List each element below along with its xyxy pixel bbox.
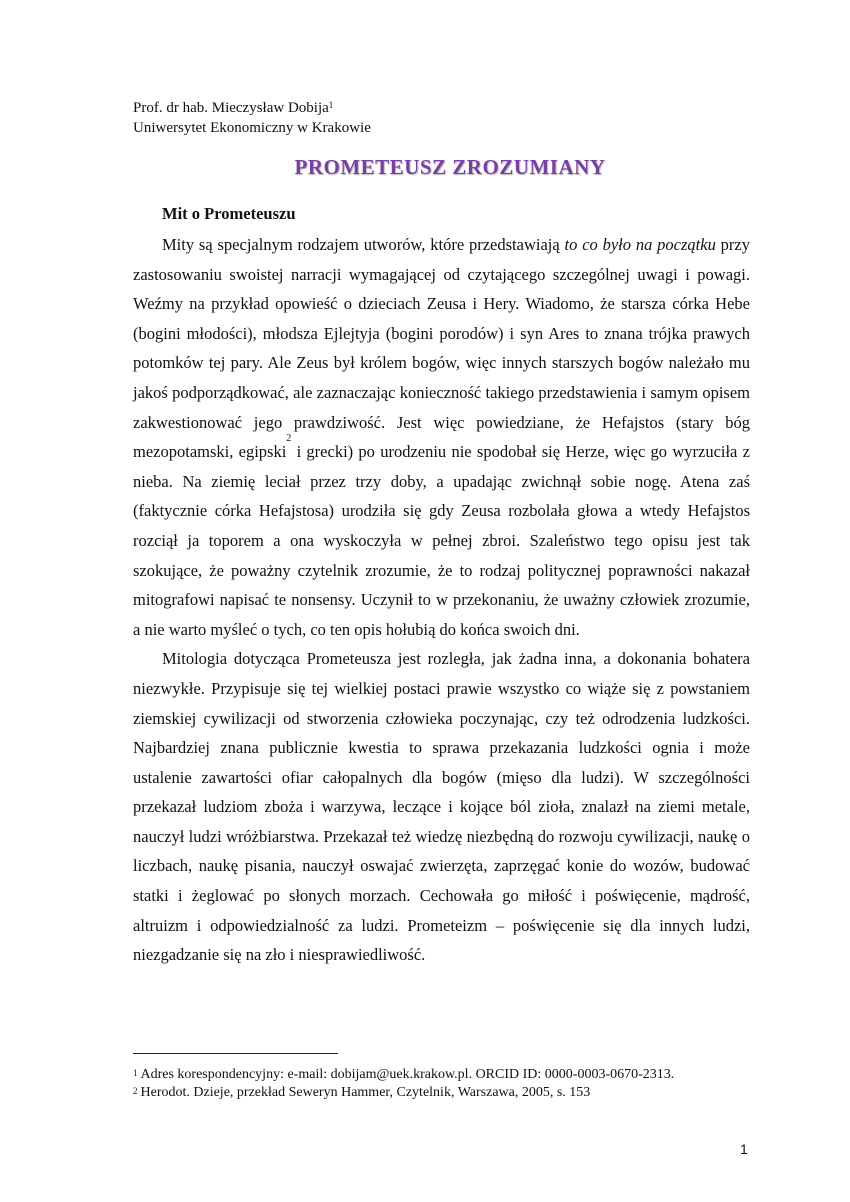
footnote-2: $^2$ Herodot. Dzieje, przekład Seweryn Hammer, Czytelnik, Warszawa, 2005, s. 153 bbox=[133, 1085, 591, 1100]
footnote-separator bbox=[133, 1053, 338, 1054]
page-number: 1 bbox=[740, 1141, 748, 1157]
footnote-1: $^1$ Adres korespondencyjny: e-mail: dobijam@uek.krakow.pl. ORCID ID: 0000-0003-0670-2313. bbox=[133, 1067, 675, 1082]
paragraph-1: Mity są specjalnym rodzajem utworów, które przedstawiają to co było na początku przy zastosowaniu swoistej narracji wymagającej od czytającego szczególnej uwagi i powagi. Weźmy na przykład opowieść o dzieciach Zeusa i Hery. Wiadomo, że starsza córka Hebe (bogini młodości), młodsza Ejlejtyja (bogini porodów) i syn Ares to znana trójka prawych potomków tej pary. Ale Zeus był królem bogów, więc innych starszych bogów należało mu jakoś podporządkować, ale zaznaczając konieczność takiego przedstawienia i samym opisem zakwestionować jego prawdziwość. Jest więc powiedziane, że Hefajstos (stary bóg mezopotamski, egipski$^2$ i grecki) po urodzeniu nie spodobał się Herze, więc go wyrzuciła z nieba. Na ziemię leciał przez trzy doby, a upadając zwichnął sobie nogę. Atena zaś (faktycznie córka Hefajstosa) urodziła się gdy Zeusa rozbolała głowa a wtedy Hefajstos rozciął ja toporem a ona wyskoczyła w pełnej zbroi. Szaleństwo tego opisu jest tak szokujące, że poważny czytelnik zrozumie, że to rodzaj politycznej poprawności nakazał mitografowi napisać te nonsensy. Uczynił to w przekonaniu, że uważny człowiek zrozumie, a nie warto myśleć o tych, co ten opis hołubią do końca swoich dni. bbox=[133, 235, 750, 639]
footnote-ref-1[interactable]: 1 bbox=[328, 100, 334, 110]
affiliation: Uniwersytet Ekonomiczny w Krakowie bbox=[133, 120, 371, 136]
footnote-ref-2[interactable]: 2 bbox=[286, 433, 292, 445]
author-block bbox=[133, 98, 371, 138]
section-heading: Mit o Prometeuszu bbox=[162, 204, 296, 223]
author-name: Prof. dr hab. Mieczysław Dobija$^1$ bbox=[133, 100, 334, 116]
paragraph-2: Mitologia dotycząca Prometeusza jest rozległa, jak żadna inna, a dokonania bohatera niezwykłe. Przypisuje się tej wielkiej postaci prawie wszystko co wiąże się z powstaniem ziemskiej cywilizacji od stworzenia człowieka poczynając, czy też odrodzenia ludzkości. Najbardziej znana publicznie kwestia to sprawa przekazania ludzkości ognia i może ustalenie zawartości ofiar całopalnych dla bogów (mięso dla ludzi). W szczególności przekazał ludziom zboża i warzywa, leczące i kojące ból zioła, znalazł na ziemi metale, nauczył ludzi wróżbiarstwa. Przekazał też wiedzę niezbędną do rozwoju cywilizacji, naukę o liczbach, naukę pisania, nauczył oswajać zwierzęta, zaprzęgać konie do wozów, budować statki i żeglować po słonych morzach. Cechowała go miłość i poświęcenie, mądrość, altruizm i odpowiedzialność za ludzi. Prometeizm – poświęcenie się dla innych ludzi, niezgadzanie się na zło i niesprawiedliwość. bbox=[133, 649, 750, 965]
body-text bbox=[133, 230, 750, 970]
paper-title: PROMETEUSZ ZROZUMIANY bbox=[294, 155, 606, 179]
